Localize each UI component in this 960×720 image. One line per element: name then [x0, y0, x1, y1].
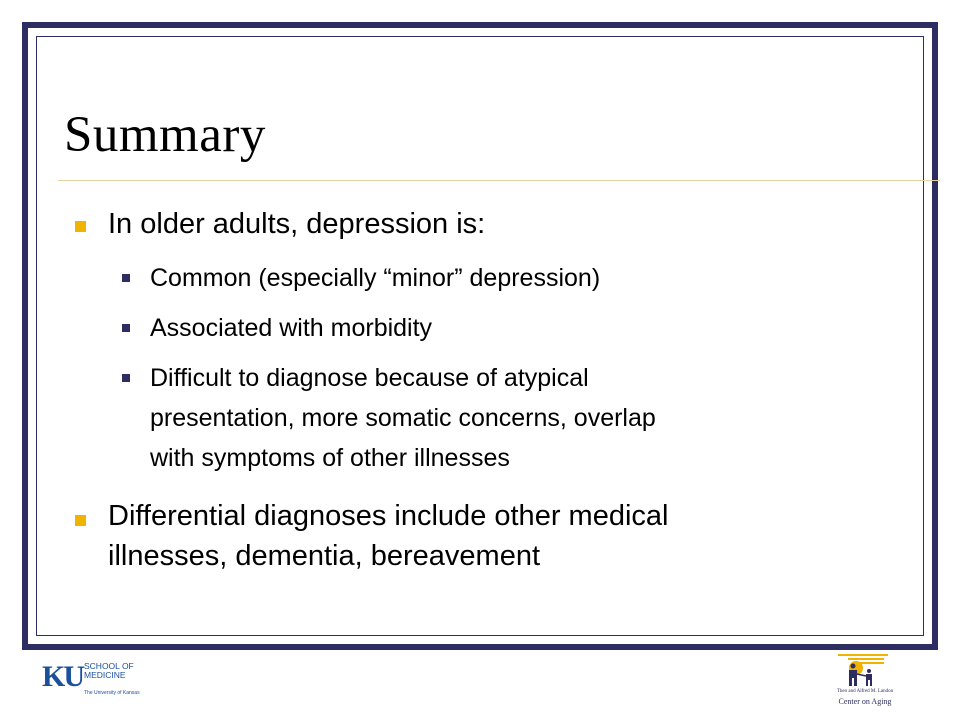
ku-logo-subtext: The University of Kansas — [84, 690, 140, 696]
ku-mark: KU — [42, 660, 83, 693]
sub-bullet-text: Common (especially “minor” depression) — [150, 264, 601, 292]
sub-bullet-square-icon — [122, 324, 130, 332]
ku-logo-line2: MEDICINE — [84, 670, 126, 680]
slide-title: Summary — [64, 107, 266, 163]
bullet-square-icon — [75, 515, 86, 526]
sun-family-icon — [838, 652, 888, 688]
bullet-square-icon — [75, 221, 86, 232]
sub-bullet-square-icon — [122, 274, 130, 282]
ku-school-of-medicine-logo — [42, 660, 142, 700]
sub-bullet-text: Associated with morbidity — [150, 314, 433, 342]
ku-logo-text — [84, 662, 134, 680]
bullet-text-line: illnesses, dementia, bereavement — [108, 540, 541, 572]
sub-bullet-text-line: with symptoms of other illnesses — [150, 444, 510, 472]
aging-logo-small-text: Theo and Alfred M. Landon — [836, 689, 894, 694]
sub-bullet-text-line: presentation, more somatic concerns, overlap — [150, 404, 656, 432]
ku-logo-line1: SCHOOL OF — [84, 661, 134, 671]
bullet-text-line: Differential diagnoses include other medical — [108, 500, 669, 532]
center-on-aging-logo — [810, 652, 920, 712]
bullet-text: In older adults, depression is: — [108, 208, 486, 240]
slide-frame — [22, 22, 938, 650]
title-divider — [58, 180, 940, 181]
sub-bullet-square-icon — [122, 374, 130, 382]
aging-logo-big-text: Center on Aging — [838, 697, 892, 706]
sub-bullet-text-line: Difficult to diagnose because of atypical — [150, 364, 589, 392]
